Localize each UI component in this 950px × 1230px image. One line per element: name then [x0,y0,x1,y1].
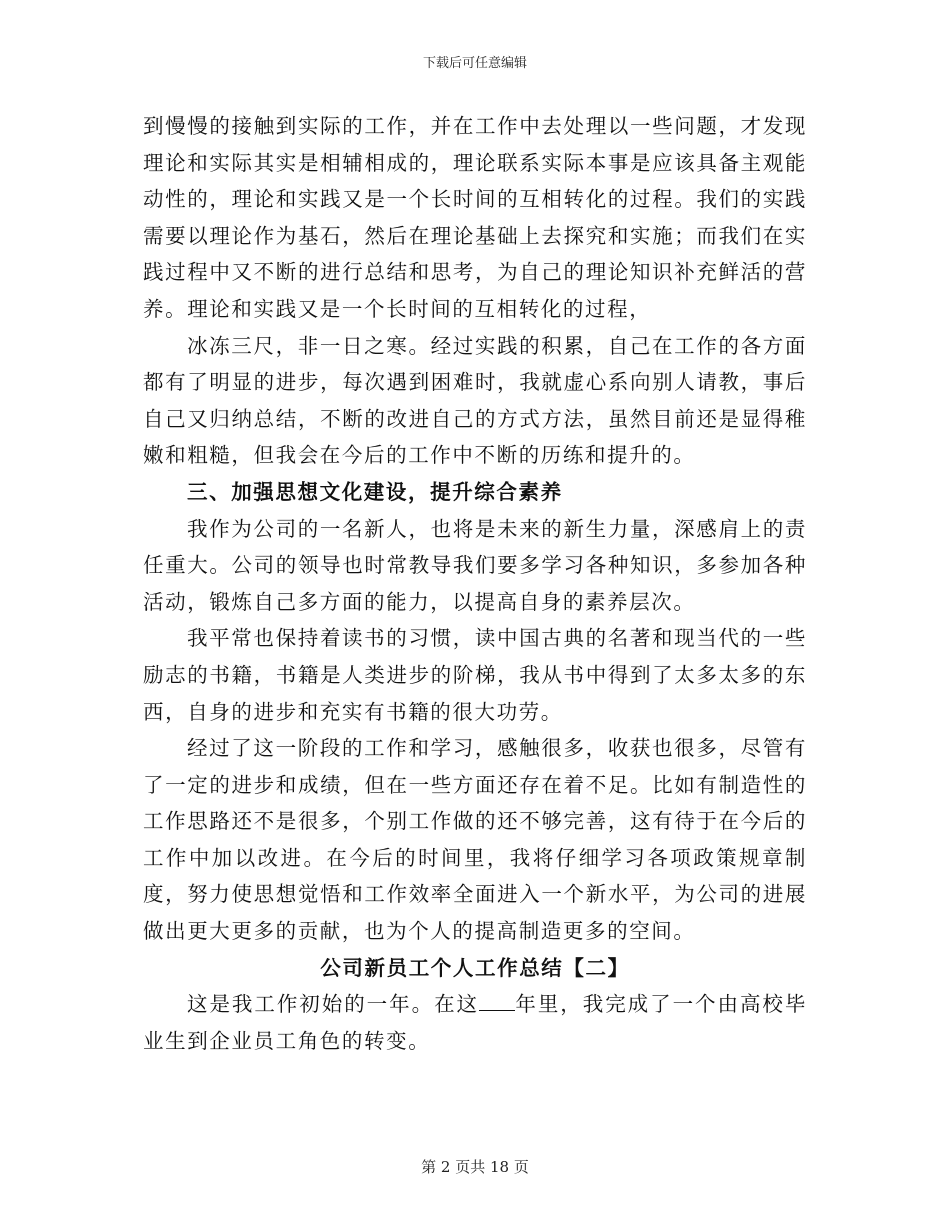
paragraph-reading-habit: 我平常也保持着读书的习惯，读中国古典的名著和现当代的一些励志的书籍，书籍是人类进步的阶梯，我从书中得到了太多太多的东西，自身的进步和充实有书籍的很大功劳。 [143,626,807,724]
paragraph-accumulation: 冰冻三尺，非一日之寒。经过实践的积累，自己在工作的各方面都有了明显的进步，每次遇到困难时，我就虚心系向别人请教，事后自己又归纳总结，不断的改进自己的方式方法，虽然目前还是显得稚嫩和粗糙，但我会在今后的工作中不断的历练和提升的。 [143,333,807,468]
first-year-text-after: 年里，我完成了一个由高校毕业生到企业员工角色的转变。 [143,992,807,1053]
section-title-summary-two: 公司新员工个人工作总结【二】 [320,955,630,980]
document-body [143,108,807,1059]
fill-in-blank [479,1010,515,1011]
paragraph-first-year [143,986,807,1059]
page-footer: 第 2 页共 18 页 [421,1158,529,1176]
paragraph-reflection: 经过了这一阶段的工作和学习，感触很多，收获也很多，尽管有了一定的进步和成绩，但在一些方面还存在着不足。比如有制造性的工作思路还不是很多，个别工作做的还不够完善，这有待于在今后的工作中加以改进。在今后的时间里，我将仔细学习各项政策规章制度，努力使思想觉悟和工作效率全面进入一个新水平，为公司的进展做出更大更多的贡献，也为个人的提高制造更多的空间。 [143,736,807,944]
paragraph-theory-practice: 到慢慢的接触到实际的工作，并在工作中去处理以一些问题，才发现理论和实际其实是相辅相成的，理论联系实际本事是应该具备主观能动性的，理论和实践又是一个长时间的互相转化的过程。我们的实践需要以理论作为基石，然后在理论基础上去探究和实施；而我们在实践过程中又不断的进行总结和思考，为自己的理论知识补充鲜活的营养。理论和实践又是一个长时间的互相转化的过程， [143,114,807,321]
section-heading-culture: 三、加强思想文化建设，提升综合素养 [187,479,563,504]
page-header: 下载后可任意编辑 [422,56,527,71]
first-year-text-before: 这是我工作初始的一年。在这 [187,992,479,1017]
paragraph-new-member: 我作为公司的一名新人，也将是未来的新生力量，深感肩上的责任重大。公司的领导也时常教导我们要多学习各种知识，多参加各种活动，锻炼自己多方面的能力，以提高自身的素养层次。 [143,516,807,614]
